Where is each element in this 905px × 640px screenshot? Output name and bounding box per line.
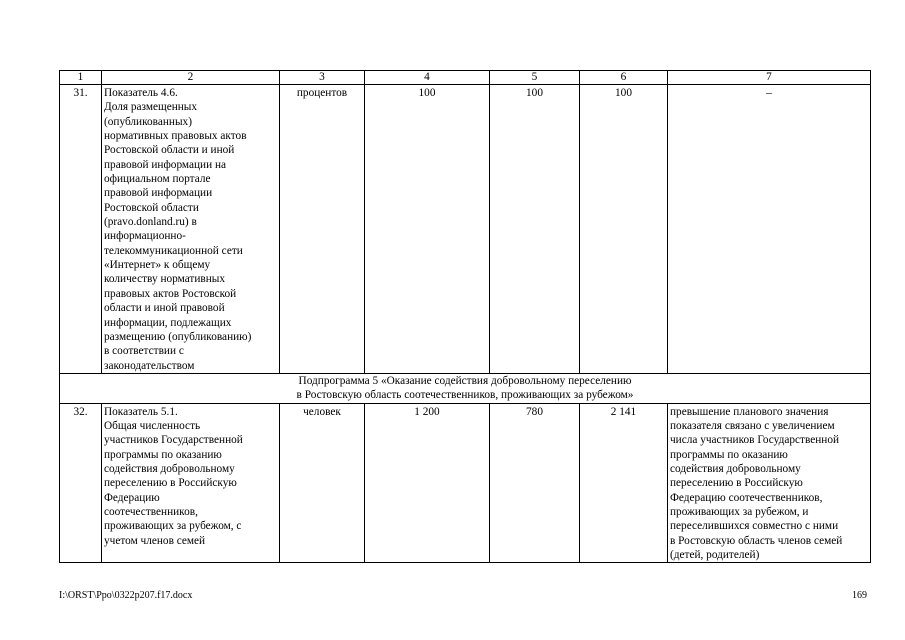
- indicator-name-line: Доля размещенных: [104, 101, 198, 114]
- indicator-name-line: участников Государственной: [104, 434, 243, 447]
- comment-cell: –: [668, 85, 871, 374]
- subprogram-row: [60, 373, 871, 403]
- header-cell-5: 5: [490, 71, 580, 85]
- indicator-name-line: Ростовской области и иной: [104, 144, 235, 157]
- indicator-name-line: Показатель 5.1.: [104, 405, 178, 418]
- indicator-name: [102, 85, 280, 374]
- value-col6: 2 141: [580, 403, 668, 563]
- row-number: 31.: [60, 85, 102, 374]
- subprogram-title: [60, 373, 871, 403]
- value-col5: 780: [490, 403, 580, 563]
- indicator-name-line: правовых актов Ростовской: [104, 287, 237, 300]
- subprogram-title-line: Подпрограмма 5 «Оказание содействия добровольному переселению: [298, 374, 632, 387]
- unit-cell: человек: [280, 403, 365, 563]
- comment-line: в Ростовскую область членов семей: [670, 534, 843, 547]
- value-col4: 100: [365, 85, 490, 374]
- table-row-31: [60, 85, 871, 374]
- indicator-name-line: информационно-: [104, 230, 186, 243]
- comment-line: показателя связано с увеличением: [670, 420, 835, 433]
- header-cell-1: 1: [60, 71, 102, 85]
- header-cell-7: 7: [668, 71, 871, 85]
- row-number: 32.: [60, 403, 102, 563]
- indicator-name-line: в соответствии с: [104, 345, 184, 358]
- indicator-name-line: проживающих за рубежом, с: [104, 520, 242, 533]
- comment-line: Федерацию соотечественников,: [670, 491, 823, 504]
- indicator-name-line: правовой информации: [104, 187, 213, 200]
- indicator-name-line: законодательством: [104, 359, 195, 372]
- header-cell-3: 3: [280, 71, 365, 85]
- table-header-row: [60, 71, 871, 85]
- indicator-name-line: области и иной правовой: [104, 302, 225, 315]
- indicator-name-line: Ростовской области: [104, 201, 199, 214]
- unit-cell: процентов: [280, 85, 365, 374]
- indicator-name-line: «Интернет» к общему: [104, 259, 211, 272]
- value-col5: 100: [490, 85, 580, 374]
- indicator-name-line: размещению (опубликованию): [104, 330, 252, 343]
- indicator-name-line: количеству нормативных: [104, 273, 226, 286]
- footer-file-path: I:\ORST\Ppo\0322p207.f17.docx: [59, 590, 193, 601]
- value-col6: 100: [580, 85, 668, 374]
- subprogram-title-line: в Ростовскую область соотечественников, проживающих за рубежом»: [296, 389, 634, 402]
- indicator-name-line: официальном портале: [104, 173, 211, 186]
- table-row-32: [60, 403, 871, 563]
- indicator-name-line: телекоммуникационной сети: [104, 244, 243, 257]
- indicator-name-line: учетом членов семей: [104, 534, 206, 547]
- indicator-name-line: переселению в Российскую: [104, 477, 237, 490]
- comment-line: программы по оказанию: [670, 448, 788, 461]
- comment-cell: [668, 403, 871, 563]
- indicator-name-line: Общая численность: [104, 420, 201, 433]
- comment-line: проживающих за рубежом, и: [670, 506, 809, 519]
- comment-line: содействия добровольному: [670, 463, 801, 476]
- indicator-name-line: содействия добровольному: [104, 463, 235, 476]
- header-cell-6: 6: [580, 71, 668, 85]
- comment-line: переселившихся совместно с ними: [670, 520, 839, 533]
- indicator-name-line: соотечественников,: [104, 506, 198, 519]
- indicator-name: [102, 403, 280, 563]
- indicator-name-line: Федерацию: [104, 491, 160, 504]
- comment-line: (детей, родителей): [670, 549, 760, 562]
- indicator-name-line: информации, подлежащих: [104, 316, 232, 329]
- indicator-name-line: нормативных правовых актов: [104, 130, 247, 143]
- page-number: 169: [852, 590, 867, 601]
- indicator-name-line: Показатель 4.6.: [104, 87, 178, 99]
- indicator-name-line: (pravo.donland.ru) в: [104, 216, 197, 229]
- header-cell-4: 4: [365, 71, 490, 85]
- indicator-name-line: (опубликованных): [104, 115, 192, 128]
- comment-line: превышение планового значения: [670, 405, 829, 418]
- indicator-name-line: программы по оказанию: [104, 448, 222, 461]
- comment-line: переселению в Российскую: [670, 477, 803, 490]
- indicator-name-line: правовой информации на: [104, 158, 227, 171]
- header-cell-2: 2: [102, 71, 280, 85]
- value-col4: 1 200: [365, 403, 490, 563]
- indicator-table: [59, 70, 871, 563]
- comment-line: числа участников Государственной: [670, 434, 840, 447]
